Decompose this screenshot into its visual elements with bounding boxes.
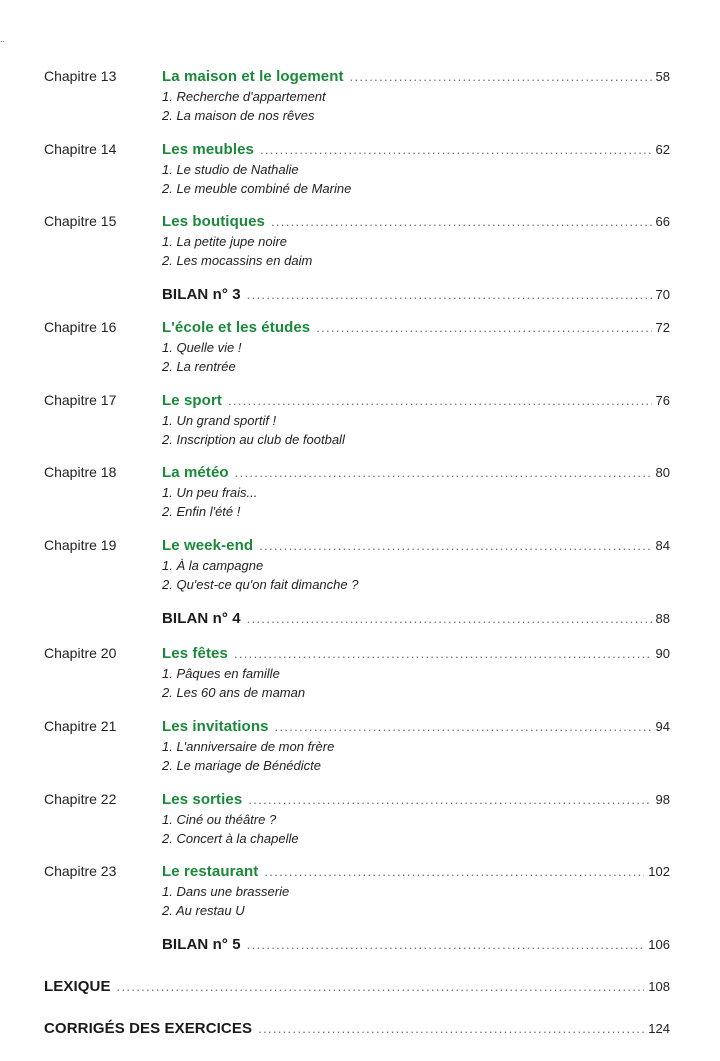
lesson-title[interactable]: 2. La rentrée — [162, 359, 236, 374]
chapter-label: Chapitre 23 — [44, 863, 117, 879]
chapter-label: Chapitre 22 — [44, 791, 117, 807]
chapter-title[interactable]: La météo — [162, 464, 229, 481]
lesson-title[interactable]: 1. L'anniversaire de mon frère — [162, 739, 335, 754]
page-number: 80 — [655, 465, 670, 480]
dot-leader — [258, 1020, 644, 1037]
toc-corriges[interactable] — [44, 1020, 670, 1037]
chapter-title[interactable]: Les meubles — [162, 141, 254, 158]
dot-leader — [316, 319, 651, 336]
page-number: 70 — [655, 287, 670, 302]
toc-bilan-3[interactable] — [162, 286, 670, 303]
lesson-title[interactable]: 2. Enfin l'été ! — [162, 504, 241, 519]
lesson-title[interactable]: 2. Les mocassins en daim — [162, 253, 313, 268]
toc-entry-row[interactable] — [162, 464, 670, 481]
toc-lexique[interactable] — [44, 978, 670, 995]
dot-leader — [259, 537, 651, 554]
page-number: 84 — [655, 538, 670, 553]
dot-leader — [248, 791, 651, 808]
lesson-title[interactable]: 1. Quelle vie ! — [162, 340, 242, 355]
chapter-title[interactable]: Le week-end — [162, 537, 254, 554]
page-number: 106 — [648, 937, 670, 952]
page-number: 102 — [648, 864, 670, 879]
dot-leader — [228, 392, 652, 409]
toc-bilan-5[interactable] — [162, 936, 670, 953]
lesson-title[interactable]: 1. Ciné ou théâtre ? — [162, 812, 277, 827]
dot-leader — [264, 863, 644, 880]
back-matter-title[interactable]: CORRIGÉS DES EXERCICES — [44, 1020, 253, 1037]
toc-entry-row[interactable] — [162, 537, 670, 554]
page-number: 66 — [655, 214, 670, 229]
chapter-label: Chapitre 19 — [44, 537, 117, 553]
dot-leader — [247, 610, 652, 627]
dot-leader — [275, 718, 652, 735]
bilan-title[interactable]: BILAN n° 4 — [162, 610, 241, 627]
toc-entry-row[interactable] — [162, 863, 670, 880]
chapter-title[interactable]: L'école et les études — [162, 319, 311, 336]
chapter-label: Chapitre 13 — [44, 68, 117, 84]
chapter-title[interactable]: Les boutiques — [162, 213, 265, 230]
dot-leader — [271, 213, 652, 230]
corner-mark: .. — [0, 34, 6, 44]
page-number: 76 — [655, 393, 670, 408]
lesson-title[interactable]: 1. Le studio de Nathalie — [162, 162, 299, 177]
page-number: 94 — [655, 719, 670, 734]
dot-leader — [117, 978, 645, 995]
page-number: 124 — [648, 1021, 670, 1036]
dot-leader — [260, 141, 652, 158]
lesson-title[interactable]: 1. Un grand sportif ! — [162, 413, 277, 428]
toc-entry-row[interactable] — [162, 718, 670, 735]
dot-leader — [235, 464, 652, 481]
page-number: 98 — [655, 792, 670, 807]
chapter-label: Chapitre 14 — [44, 141, 117, 157]
chapter-title[interactable]: La maison et le logement — [162, 68, 344, 85]
toc-entry-row[interactable] — [162, 141, 670, 158]
lesson-title[interactable]: 1. Dans une brasserie — [162, 884, 290, 899]
toc-entry-row[interactable] — [162, 645, 670, 662]
lesson-title[interactable]: 2. Les 60 ans de maman — [162, 685, 306, 700]
toc-entry-row[interactable] — [162, 319, 670, 336]
chapter-label: Chapitre 21 — [44, 718, 117, 734]
chapter-label: Chapitre 15 — [44, 213, 117, 229]
toc-bilan-4[interactable] — [162, 610, 670, 627]
chapter-title[interactable]: Le sport — [162, 392, 222, 409]
chapter-title[interactable]: Le restaurant — [162, 863, 259, 880]
toc-entry-row[interactable] — [162, 392, 670, 409]
chapter-title[interactable]: Les sorties — [162, 791, 243, 808]
back-matter-title[interactable]: LEXIQUE — [44, 978, 111, 995]
lesson-title[interactable]: 1. Recherche d'appartement — [162, 89, 326, 104]
page-number: 90 — [655, 646, 670, 661]
chapter-title[interactable]: Les fêtes — [162, 645, 228, 662]
lesson-title[interactable]: 1. La petite jupe noire — [162, 234, 288, 249]
chapter-label: Chapitre 17 — [44, 392, 117, 408]
lesson-title[interactable]: 2. La maison de nos rêves — [162, 108, 315, 123]
toc-entry-row[interactable] — [162, 213, 670, 230]
lesson-title[interactable]: 1. Un peu frais... — [162, 485, 258, 500]
dot-leader — [350, 68, 652, 85]
page-number: 88 — [655, 611, 670, 626]
page-number: 62 — [655, 142, 670, 157]
chapter-label: Chapitre 18 — [44, 464, 117, 480]
lesson-title[interactable]: 2. Qu'est-ce qu'on fait dimanche ? — [162, 577, 359, 592]
chapter-label: Chapitre 16 — [44, 319, 117, 335]
page-number: 72 — [655, 320, 670, 335]
lesson-title[interactable]: 2. Le mariage de Bénédicte — [162, 758, 321, 773]
lesson-title[interactable]: 1. À la campagne — [162, 558, 264, 573]
lesson-title[interactable]: 2. Le meuble combiné de Marine — [162, 181, 352, 196]
bilan-title[interactable]: BILAN n° 5 — [162, 936, 241, 953]
bilan-title[interactable]: BILAN n° 3 — [162, 286, 241, 303]
toc-entry-row[interactable] — [162, 68, 670, 85]
dot-leader — [247, 286, 652, 303]
lesson-title[interactable]: 2. Inscription au club de football — [162, 432, 345, 447]
dot-leader — [247, 936, 645, 953]
page-number: 108 — [648, 979, 670, 994]
lesson-title[interactable]: 2. Concert à la chapelle — [162, 831, 299, 846]
page-number: 58 — [655, 69, 670, 84]
lesson-title[interactable]: 2. Au restau U — [162, 903, 245, 918]
chapter-label: Chapitre 20 — [44, 645, 117, 661]
lesson-title[interactable]: 1. Pâques en famille — [162, 666, 280, 681]
toc-entry-row[interactable] — [162, 791, 670, 808]
chapter-title[interactable]: Les invitations — [162, 718, 269, 735]
dot-leader — [234, 645, 652, 662]
